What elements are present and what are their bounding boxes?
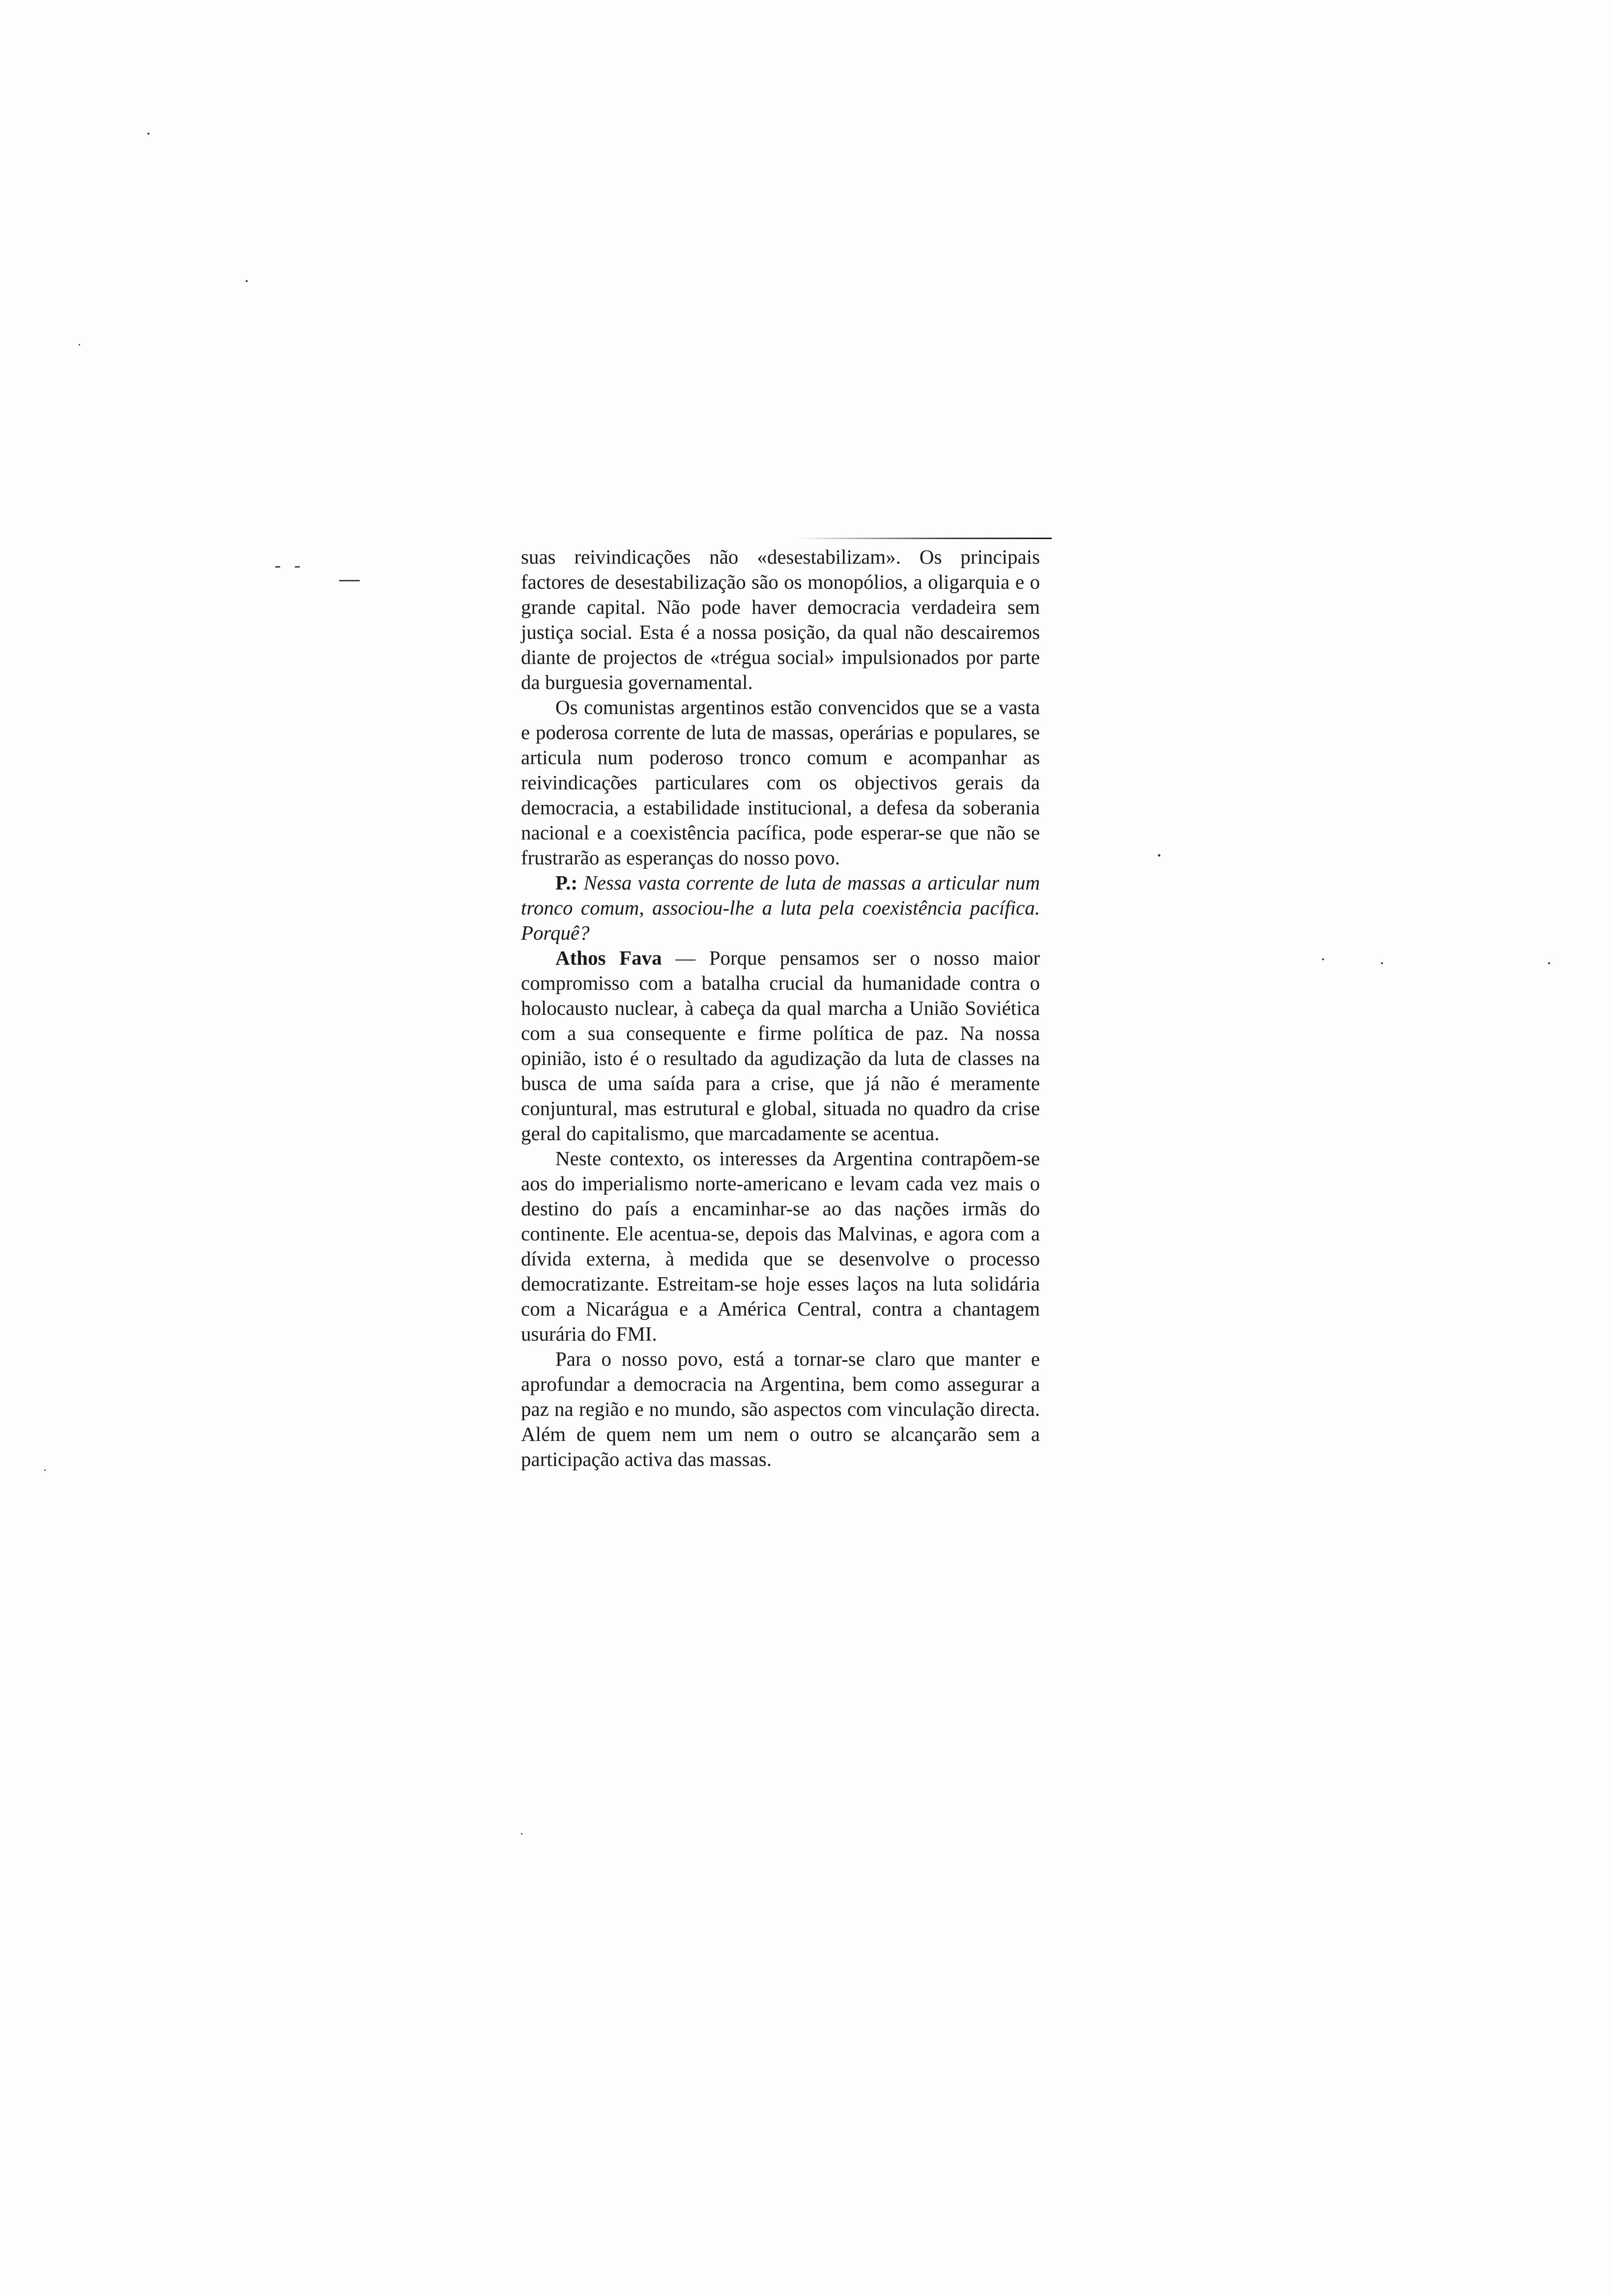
question-label: P.:: [555, 871, 578, 894]
top-rule: [796, 538, 1052, 539]
paragraph-1: suas reivindicações não «desestabilizam». Os principais factores de desestabilização são os monopólios, a oligarquia e o grande capital. Não pode haver democracia verdadeira sem justiça social. Esta é a nossa posição, da qual não descairemos diante de projectos de «trégua social» impulsionados por parte da burguesia governamental.: [521, 545, 1040, 693]
answer-speaker: Athos Fava: [555, 947, 662, 969]
answer-paragraph: [521, 946, 1040, 1146]
scan-speck: [1548, 962, 1550, 964]
paragraph-4: Neste contexto, os interesses da Argentina contrapõem-se aos do imperialismo norte-americano e levam cada vez mais o destino do país a encaminhar-se ao das nações irmãs do continente. Ele acentua-se, depois das Malvinas, e agora com a dívida externa, à medida que se desenvolve o processo democratizante. Estreitam-se hoje esses laços na luta solidária com a Nicarágua e a América Central, contra a chantagem usurária do FMI.: [521, 1147, 1040, 1345]
scan-speck: [1158, 854, 1160, 857]
article-column: [521, 545, 1040, 1472]
scan-speck: [1322, 958, 1324, 960]
question-paragraph: [521, 870, 1040, 946]
scan-speck: [246, 280, 248, 282]
margin-mark-2: [295, 566, 300, 568]
scan-speck: [79, 344, 80, 345]
margin-mark-1: [275, 566, 280, 568]
scan-speck: [1381, 962, 1383, 964]
answer-text: — Porque pensamos ser o nosso maior compromisso com a batalha crucial da humanidade contra o holocausto nuclear, à cabeça da qual marcha a União Soviética com a sua consequente e firme política de paz. Na nossa opinião, isto é o resultado da agudização da luta de classes na busca de uma saída para a crise, que já não é meramente conjuntural, mas estrutural e global, situada no quadro da crise geral do capitalismo, que marcadamente se acentua.: [521, 947, 1040, 1145]
scan-speck: [147, 133, 149, 135]
question-text: Nessa vasta corrente de luta de massas a articular num tronco comum, associou-lhe a luta pela coexistência pacífica. Porquê?: [521, 871, 1040, 944]
margin-mark-3: [339, 580, 360, 581]
paragraph-5: Para o nosso povo, está a tornar-se claro que manter e aprofundar a democracia na Argentina, bem como assegurar a paz na região e no mundo, são aspectos com vinculação directa. Além de quem nem um nem o outro se alcançarão sem a participação activa das massas.: [521, 1348, 1040, 1470]
paragraph-2: Os comunistas argentinos estão convencidos que se a vasta e poderosa corrente de luta de massas, operárias e populares, se articula num poderoso tronco comum e acompanhar as reivindicações particulares com os objectivos gerais da democracia, a estabilidade institucional, a defesa da soberania nacional e a coexistência pacífica, pode esperar-se que não se frustrarão as esperanças do nosso povo.: [521, 696, 1040, 869]
scan-speck: [44, 1469, 46, 1471]
scan-speck: [521, 1833, 522, 1835]
